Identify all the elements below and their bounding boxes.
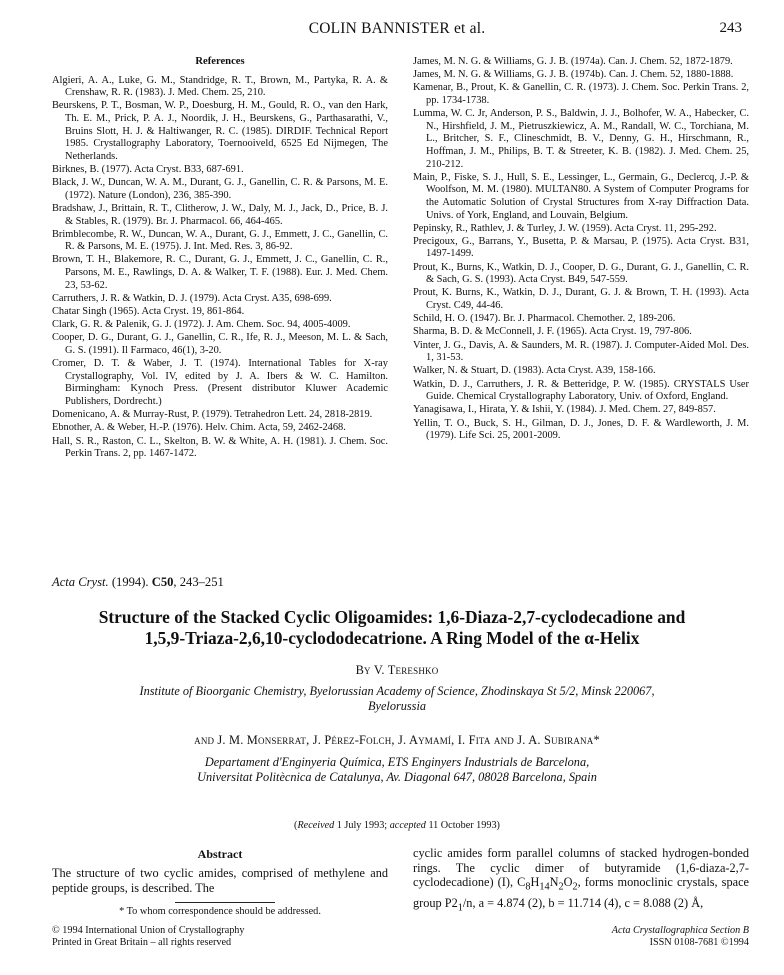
reference-entry: Birknes, B. (1977). Acta Cryst. B33, 687-691. bbox=[52, 163, 244, 175]
article-title bbox=[40, 607, 744, 649]
reference-entry: Watkin, D. J., Carruthers, J. R. & Betteridge, P. W. (1985). CRYSTALS User Guide. Chemical Crystallography Laboratory, Univ. of Oxford, England. bbox=[413, 378, 749, 403]
affiliation-1-line-2: Byelorussia bbox=[367, 699, 427, 714]
reference-entry: Bradshaw, J., Brittain, R. T., Clitherow, J. W., Daly, M. J., Jack, D., Price, B. J. & Stables, R. (1979). Br. J. Pharmacol. 66, 464-465. bbox=[52, 202, 388, 227]
reference-entry: Kamenar, B., Prout, K. & Ganellin, C. R. (1973). J. Chem. Soc. Perkin Trans. 2, pp. 1734-1738. bbox=[413, 82, 749, 106]
page-number: 243 bbox=[719, 20, 742, 36]
abstract-text: The structure of two cyclic amides, comprised of methylene and peptide groups, is described. The bbox=[52, 866, 388, 895]
reference-entry: Cromer, D. T. & Waber, J. T. (1974). International Tables for X-ray Crystallography, Vol. IV, edited by J. A. Ibers & W. C. Hamilton. Birmingham: Kynoch Press. (Present distributor Kluwer Academic Publishers, Dordrecht.) bbox=[52, 358, 388, 407]
correspondence-footnote: * To whom correspondence should be addressed. bbox=[119, 906, 321, 917]
references-right-list bbox=[413, 56, 749, 443]
affiliation-2 bbox=[52, 755, 742, 785]
reference-entry: Vinter, J. G., Davis, A. & Saunders, M. R. (1987). J. Computer-Aided Mol. Des. 1, 31-53. bbox=[413, 339, 749, 364]
received-date: 1 July 1993; bbox=[334, 820, 390, 831]
citation-year: (1994). bbox=[111, 575, 149, 589]
reference-entry: Prout, K. Burns, K., Watkin, D. J., Durant, G. J. & Brown, T. H. (1993). Acta Cryst. C49, 44-46. bbox=[413, 287, 749, 312]
byline-author-1 bbox=[52, 663, 742, 678]
affiliation-2-line-2: Universitat Politècnica de Catalunya, Av. Diagonal 647, 08028 Barcelona, Spain bbox=[197, 770, 597, 785]
and-label: and bbox=[194, 733, 215, 747]
reference-entry: Brown, T. H., Blakemore, R. C., Durant, G. J., Emmett, J. C., Ganellin, C. R., Parsons, M. E., Rawlings, D. A. & Walker, T. F. (1988). Eur. J. Med. Chem. 23, 53-62. bbox=[52, 254, 388, 291]
article-title-line-2: 1,5,9-Triaza-2,6,10-cyclododecatrione. A Ring Model of the α-Helix bbox=[144, 628, 640, 648]
reference-entry: Prout, K., Burns, K., Watkin, D. J., Cooper, D. G., Durant, G. J., Ganellin, C. R. & Sach, G. S. (1993). Acta Cryst. B49, 547-559. bbox=[413, 261, 749, 286]
reference-entry: James, M. N. G. & Williams, G. J. B. (1974a). Can. J. Chem. 52, 1872-1879. bbox=[413, 56, 733, 67]
reference-entry: Lumma, W. C. Jr, Anderson, P. S., Baldwin, J. J., Bolhofer, W. A., Habecker, C. N., Hirshfield, J. M., Pietruszkiewicz, A. M., Randall, W. C., Torchiana, M. L., Britcher, S. F., Clineschmidt, B. V., Denny, G. H., Hirschmann, R., Hoffman, J. M., Philips, B. T. & Streeter, K. B. (1982). J. Med. Chem. 25, 210-212. bbox=[413, 108, 749, 170]
references-heading: References bbox=[195, 56, 245, 67]
reference-entry: Schild, H. O. (1947). Br. J. Pharmacol. Chemother. 2, 189-206. bbox=[413, 313, 676, 325]
running-title: COLIN BANNISTER et al. bbox=[308, 20, 486, 37]
received-dates: (Received 1 July 1993; accepted 11 October 1993) bbox=[294, 820, 500, 831]
references-left-column bbox=[52, 56, 388, 461]
running-header bbox=[52, 20, 742, 42]
reference-entry: Beurskens, P. T., Bosman, W. P., Doesburg, H. M., Gould, R. O., van den Hark, Th. E. M., Prick, P. A. J., Noordik, J. H., Beurskens, G., Parthasarathi, V., Bruins Slott, H. J. & Haltiwanger, R. C. (1985). DIRDIF. Technical Report 1985. Crystallography Laboratory, Toernooiveld, 6525 Ed Nijmegen, The Netherlands. bbox=[52, 100, 388, 162]
byline-authors-2 bbox=[52, 733, 742, 748]
reference-entry: Pepinsky, R., Rathlev, J. & Turley, J. W. (1959). Acta Cryst. 11, 295-292. bbox=[413, 222, 717, 234]
abstract-heading: Abstract bbox=[197, 847, 243, 861]
references-left-list bbox=[52, 75, 388, 461]
reference-entry: Sharma, B. D. & McConnell, J. F. (1965). Acta Cryst. 19, 797-806. bbox=[413, 326, 692, 338]
reference-entry: Domenicano, A. & Murray-Rust, P. (1979). Tetrahedron Lett. 24, 2818-2819. bbox=[52, 409, 373, 421]
journal-info bbox=[413, 925, 749, 950]
reference-entry: Black, J. W., Duncan, W. A. M., Durant, G. J., Ganellin, C. R. & Parsons, M. E. (1972). Nature (London), 236, 385-390. bbox=[52, 177, 388, 201]
reference-entry: Main, P., Fiske, S. J., Hull, S. E., Lessinger, L., Germain, G., Declercq, J.-P. & Woolfson, M. M. (1980). MULTAN80. A System of Computer Programs for the Automatic Solution of Crystal Structures from X-ray Diffraction Data. Univs. of York, England, and Louvain, Belgium. bbox=[413, 171, 749, 221]
reference-entry: James, M. N. G. & Williams, G. J. B. (1974b). Can. J. Chem. 52, 1880-1888. bbox=[413, 69, 734, 81]
reference-entry: Yellin, T. O., Buck, S. H., Gilman, D. J., Jones, D. F. & Wardleworth, J. M. (1979). Life Sci. 25, 2001-2009. bbox=[413, 417, 749, 442]
footnote-rule bbox=[175, 902, 275, 903]
article-title-line-1: Structure of the Stacked Cyclic Oligoamides: 1,6-Diaza-2,7-cyclodecadione and bbox=[98, 607, 686, 627]
accepted-label: accepted bbox=[389, 820, 426, 831]
received-label: Received bbox=[297, 820, 335, 831]
affiliation-1 bbox=[52, 684, 742, 714]
reference-entry: Hall, S. R., Raston, C. L., Skelton, B. W. & White, A. H. (1981). J. Chem. Soc. Perkin Trans. 2, pp. 1467-1472. bbox=[52, 435, 388, 460]
affiliation-2-line-1: Departament d'Enginyeria Química, ETS Enginyers Industrials de Barcelona, bbox=[204, 755, 590, 769]
copyright-notice: © 1994 International Union of Crystallography Printed in Great Britain – all rights reserved bbox=[52, 925, 245, 949]
author-1: V. Tereshko bbox=[373, 663, 439, 677]
journal-section: Acta Crystallographica Section B bbox=[611, 925, 749, 936]
citation-journal: Acta Cryst. bbox=[52, 575, 109, 589]
by-label: By bbox=[355, 663, 371, 677]
reference-entry: Yanagisawa, I., Hirata, Y. & Ishii, Y. (1984). J. Med. Chem. 27, 849-857. bbox=[413, 404, 716, 416]
reference-entry: Clark, G. R. & Palenik, G. J. (1972). J. Am. Chem. Soc. 94, 4005-4009. bbox=[52, 319, 351, 331]
journal-issn: ISSN 0108-7681 ©1994 bbox=[649, 937, 749, 949]
reference-entry: Walker, N. & Stuart, D. (1983). Acta Cryst. A39, 158-166. bbox=[413, 365, 656, 377]
reference-entry: Algieri, A. A., Luke, G. M., Standridge, R. T., Brown, M., Partyka, R. A. & Crenshaw, R. R. (1983). J. Med. Chem. 25, 210. bbox=[52, 74, 388, 99]
references-right-column bbox=[413, 56, 749, 443]
reference-entry: Cooper, D. G., Durant, G. J., Ganellin, C. R., Ife, R. J., Meeson, M. L. & Sach, G. S. (1991). Il Farmaco, 46(1), 3-20. bbox=[52, 332, 388, 356]
accepted-date: 11 October 1993) bbox=[425, 820, 500, 831]
reference-entry: Ebnother, A. & Weber, H.-P. (1976). Helv. Chim. Acta, 59, 2462-2468. bbox=[52, 422, 346, 434]
reference-entry: Precigoux, G., Barrans, Y., Busetta, P. & Marsau, P. (1975). Acta Cryst. B31, 1497-1499. bbox=[413, 235, 749, 260]
citation-pages: , 243–251 bbox=[173, 575, 224, 589]
abstract-continuation: cyclic amides form parallel columns of stacked hydrogen-bonded rings. The cyclic dimer of butyramide (1,6-diaza-2,7-cyclodecadione) (I), $C_8H_{14}N_2O_2$, forms monoclinic crystals, space group $P2_1/n$, a = 4.874 (2), b = 11.714 (4), c = 8.088 (2) Å, bbox=[413, 846, 749, 914]
reference-entry: Chatar Singh (1965). Acta Cryst. 19, 861-864. bbox=[52, 306, 245, 318]
citation-volume: C50 bbox=[151, 575, 174, 589]
reference-entry: Carruthers, J. R. & Watkin, D. J. (1979). Acta Cryst. A35, 698-699. bbox=[52, 292, 332, 304]
authors-2: J. M. Monserrat, J. Pérez-Folch, J. Aymamí, I. Fita and J. A. Subirana* bbox=[217, 733, 600, 747]
article-citation bbox=[52, 575, 224, 590]
reference-entry: Brimblecombe, R. W., Duncan, W. A., Durant, G. J., Emmett, J. C., Ganellin, C. R. & Parsons, M. E. (1975). J. Int. Med. Res. 3, 86-92. bbox=[52, 228, 388, 253]
affiliation-1-line-1: Institute of Bioorganic Chemistry, Byelorussian Academy of Science, Zhodinskaya St 5/2, Minsk 220067, bbox=[139, 684, 655, 698]
